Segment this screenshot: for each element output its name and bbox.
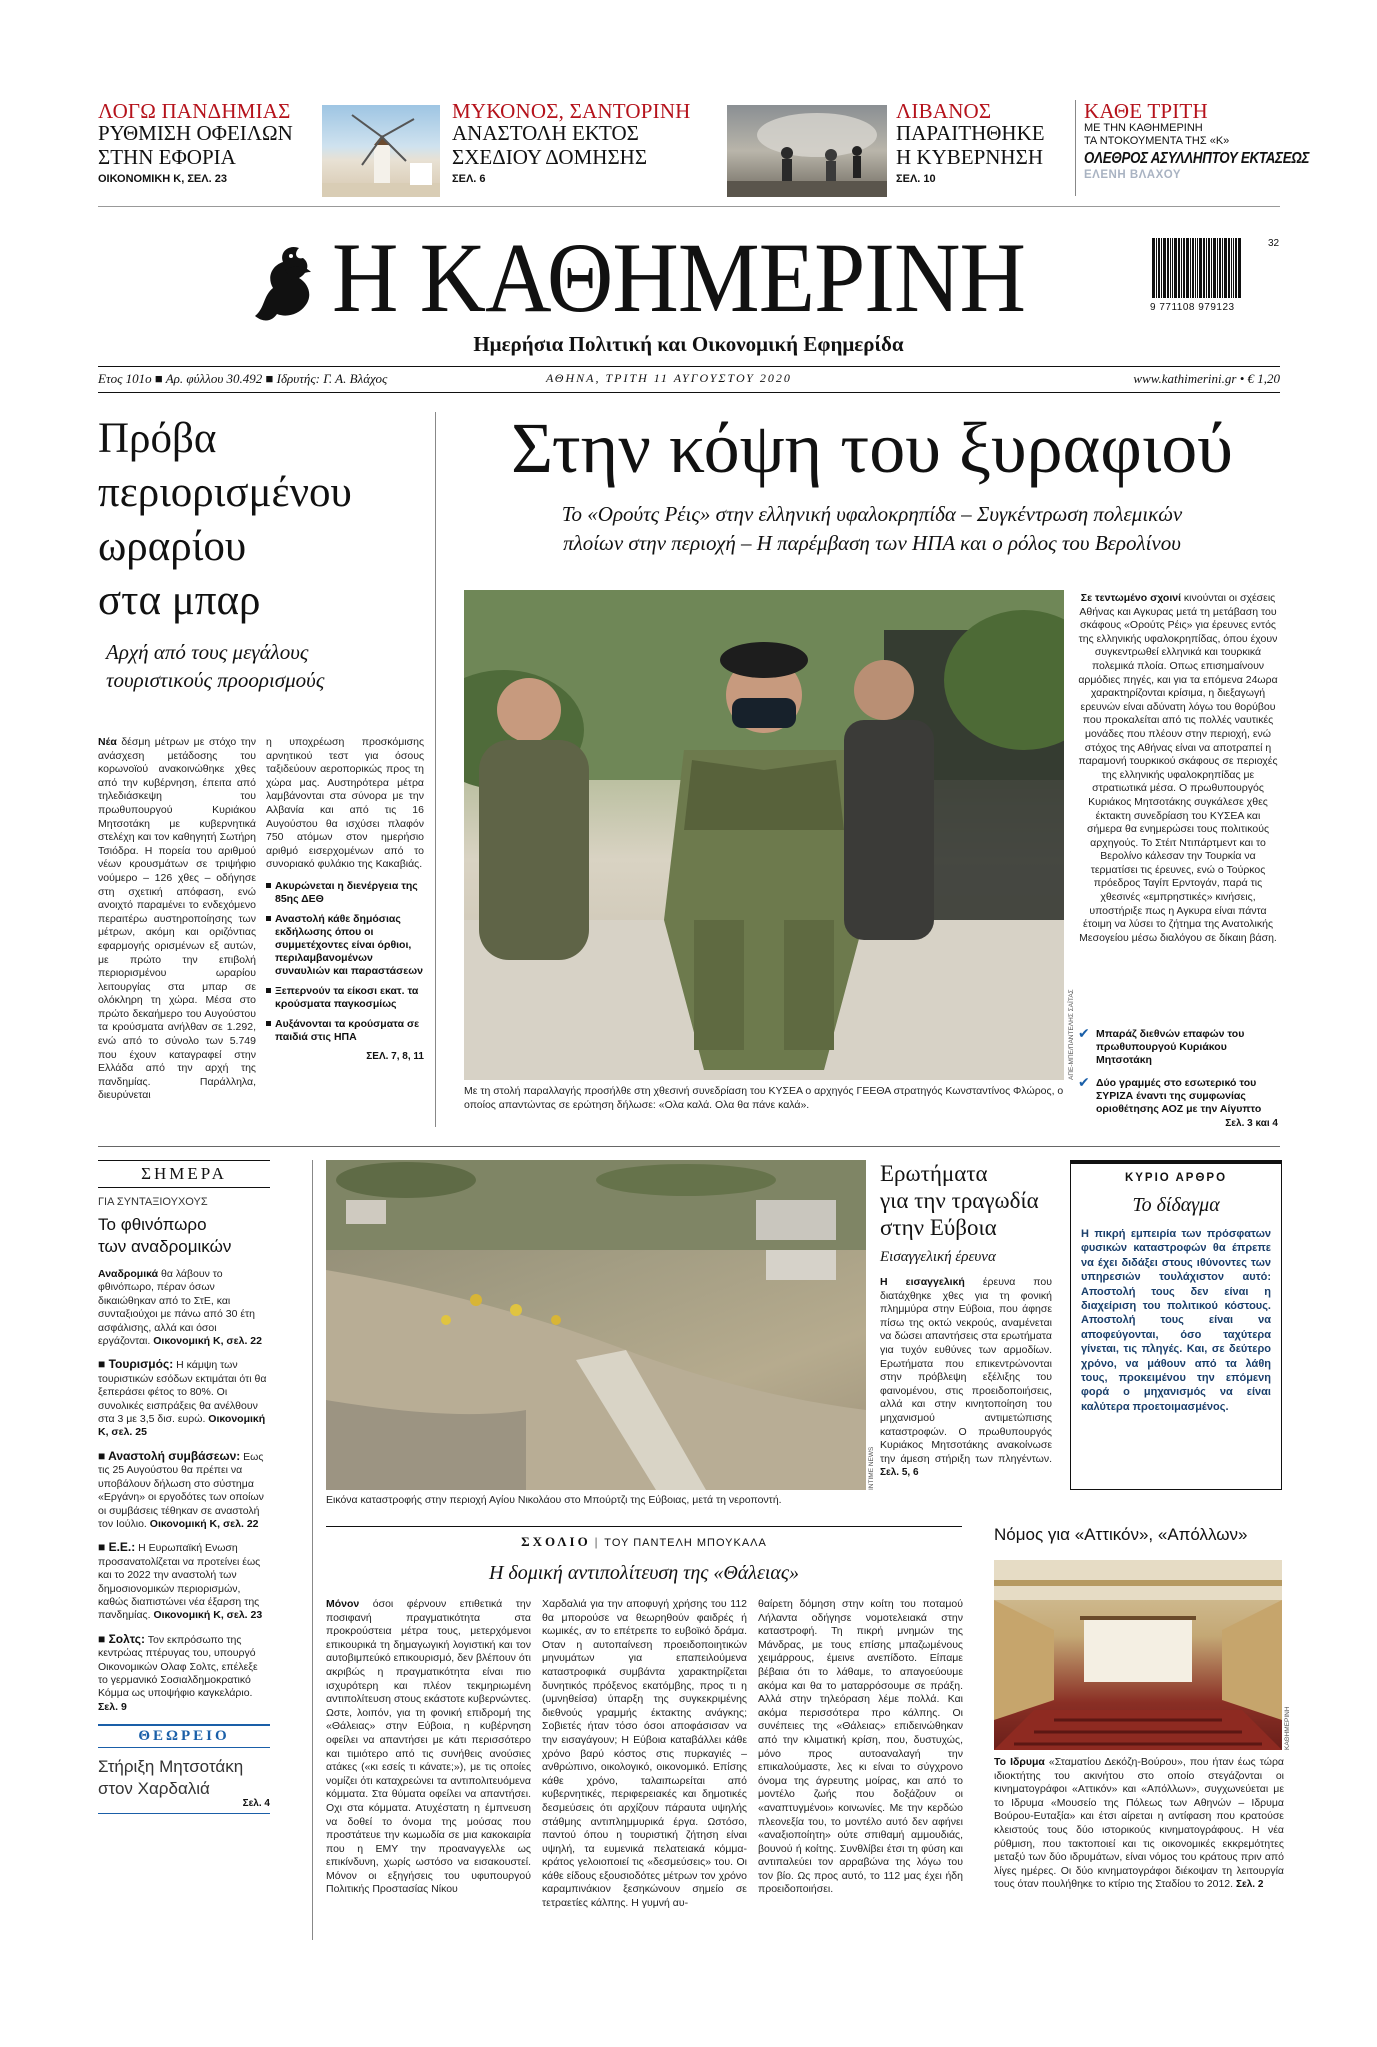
teaser-title: ΑΝΑΣΤΟΛΗ ΕΚΤΟΣ (452, 121, 639, 146)
deck-line: πλοίων στην περιοχή – Η παρέμβαση των ΗΠΑ και ο ρόλος του Βερολίνου (563, 531, 1181, 555)
item-lead: Αναδρομικά (98, 1268, 159, 1280)
photo-credit: ΚΑΘΗΜΕΡΙΝΗ (1284, 1706, 1291, 1750)
protest-scene-icon (727, 105, 887, 197)
check-item (1078, 1025, 1278, 1067)
teaser-small-line: ΤΑ ΝΤΟΚΟΥΜΕΝΤΑ ΤΗΣ «Κ» (1084, 134, 1230, 147)
headline-line: στην Εύβοια (880, 1215, 997, 1240)
info-rule-top (98, 366, 1280, 367)
item-ref: Οικονομική Κ, σελ. 23 (150, 1609, 263, 1622)
theorio-headline[interactable] (98, 1756, 270, 1800)
page-ref: Σελ. 4 (242, 1798, 270, 1810)
simera-headline (98, 1214, 270, 1258)
teaser-rule (98, 206, 1280, 207)
teaser-kicker: ΚΑΘΕ ΤΡΙΤΗ (1084, 99, 1208, 123)
main-story-text (1078, 592, 1278, 1022)
item-text: Εως τις 25 Αυγούστου θα πρέπει να υποβάλουν δήλωση στο σύστημα «Εργάνη» οι εργοδότες των οποίων οι συμβάσεις τέθηκαν σε αναστολή τον Ιούλιο. (98, 1450, 264, 1530)
teaser-ref: ΣΕΛ. 6 (452, 173, 486, 186)
left-story-col2 (266, 736, 424, 1128)
check-text: Δύο γραμμές στο εσωτερικό του ΣΥΡΙΖΑ έναντι της συμφωνίας οριοθέτησης ΑΟΖ με την Αίγυπτο (1096, 1077, 1262, 1115)
item-text: Η κάμψη των τουριστικών εσόδων εκτιμάται ότι θα ξεπεράσει φέτος το 80%. Οι συνολικές εισπράξεις θα ανέλθουν στα 3 με 3,5 δισ. ευρώ. (98, 1359, 267, 1426)
item-ref: Οικονομική Κ, σελ. 22 (146, 1517, 259, 1530)
scholio-label: ΣΧΟΛΙΟ (521, 1534, 591, 1549)
teaser-ref: ΣΕΛ. 10 (896, 173, 936, 186)
headline-line: για την τραγωδία (880, 1188, 1039, 1213)
left-subhead (98, 638, 428, 694)
item-lead: ■ Τουρισμός: (98, 1357, 174, 1372)
teaser-doc-author: ΕΛΕΝΗ ΒΛΑΧΟΥ (1084, 169, 1182, 182)
item-lead: ■ Σολτς: (98, 1631, 146, 1646)
evia-caption: Εικόνα καταστροφής στην περιοχή Αγίου Νικολάου στο Μπούρτζι της Εύβοιας, μετά τη νεροποντή. (326, 1494, 782, 1506)
deck-line: Το «Ορούτς Ρέις» στην ελληνική υφαλοκρηπίδα – Συγκέντρωση πολεμικών (561, 502, 1183, 526)
masthead-subtitle: Ημερήσια Πολιτική και Οικονομική Εφημερίδα (473, 332, 904, 356)
kyrio-label: ΚΥΡΙΟ ΑΡΘΡΟ (1124, 1172, 1228, 1184)
teaser-photo-beirut (727, 105, 887, 197)
teaser-kicker: ΛΙΒΑΝΟΣ (896, 99, 992, 123)
lead-word: Το Ιδρυμα (994, 1756, 1045, 1768)
teaser-photo-windmills (322, 105, 440, 197)
column-divider (312, 1160, 313, 1940)
bullet-item: Ξεπερνούν τα είκοσι εκατ. τα κρούσματα παγκοσμίως (266, 985, 424, 1011)
headline-line: Το φθινόπωρο (98, 1215, 207, 1234)
page-ref: Σελ. 5, 6 (880, 1467, 919, 1479)
simera-kicker: ΓΙΑ ΣΥΝΤΑΞΙΟΥΧΟΥΣ (98, 1196, 208, 1208)
scholio-col2: Χαρδαλιά για την αποφυγή χρήσης του 112 θα μπορούσε να θεωρηθούν φαιδρές ή κωμικές, αν το επέτρεπε το ευβοϊκό δράμα. Οταν η αυτοπαίνεση προειδοποιητικών μηνυμάτων για επαπειλούμενα καταστροφικά συμβάντα χαρακτηρίζεται δυνητικός πρόξενος εκατόμβης, προς τι η (υμνηθείσα) ύπαρξη της συγκεκριμένης διεθνούς γραμμής έκτακτης ανάγκης; Σοβιετές ήταν τόσο όσοι αποφάσισαν να την εισαγάγουν; Η Εύβοια καταβάλλει κάθε χρόνο βαρύ κόστος στις πυρκαγιές – ανθρώπινο, οικολογικό, οικονομικό. Επίσης κάθε χρόνο, ταλαιπωρείται από κυβερνητικές, περιφερειακές και δημοτικές δεσμεύσεις ότι αρχίζουν πάραυτα υψηλής στάθμης αντιπλημμυρικά έργα. Ωστόσο, παντού όπου η τουριστική ζήτηση είναι υψηλή, τα ευμενικά πελατειακά κόμμα-κράτος γελοιοποιεί τις «δεσμεύσεις» του. Οι κάθε είδους εξουσιοδότες μέτρων τον χρόνο καραμπινάκιον ξεσηκώνουν σημείο σε τετραετίες κάλπης. Η γυμνή αυ- (542, 1598, 747, 1910)
teaser-ref: ΟΙΚΟΝΟΜΙΚΗ Κ, ΣΕΛ. 23 (98, 173, 227, 186)
issue-info: Ετος 101ο ■ Αρ. φύλλου 30.492 ■ Ιδρυτής: Γ. Α. Βλάχος (98, 371, 388, 386)
teaser-title: ΣΧΕΔΙΟΥ ΔΟΜΗΣΗΣ (452, 144, 648, 169)
lead-word: Η εισαγγελική (880, 1276, 965, 1288)
page-ref: ΣΕΛ. 7, 8, 11 (366, 1050, 424, 1062)
section-rule (98, 1146, 1280, 1147)
lead-word: Σε τεντωμένο σχοινί (1080, 592, 1182, 604)
kyrio-text: Η πικρή εμπειρία των πρόσφατων φυσικών καταστροφών θα έπρεπε να έχει διδάξει στους ιθύνοντες των υπηρεσιών τουλάχιστον αυτό: Αποστολή τους δεν είναι η διαχείριση του πολιτικού κόστους. Αποστολή τους είναι να αποφεύγονται, όσο ταχύτερα γίνεται, τις πληγές. Και, σε δεύτερο χρόνο, να μάθουν από τα λάθη τους, προκειμένου την επόμενη φορά ο μηχανισμός να είναι καλύτερα προετοιμασμένος. (1081, 1228, 1271, 1413)
masthead-title: Η ΚΑΘΗΜΕΡΙΝΗ (332, 222, 1026, 333)
griffin-logo-icon (245, 238, 317, 330)
teaser-title: ΣΤΗΝ ΕΦΟΡΙΑ (98, 144, 236, 169)
scholio-col1 (326, 1598, 531, 1938)
evia-subhead: Εισαγγελική έρευνα (880, 1249, 996, 1265)
headline-line: στα μπαρ (98, 577, 261, 624)
teaser-divider (1075, 100, 1076, 196)
main-checks (1078, 1025, 1278, 1129)
body-text: όσοι φέρνουν επιθετικά την ποσιφανή πραγματικότητα στα προκρούστεια μέτρα τους, μετερχόμενοι επικουρικά τη δημαγωγική λογιστική και τον αυτοβιμπεύκό επικουρισμό, δεν βλέπουν ότι ακριβώς η πραγματικότητα είναι πιο ισχυρότερη και πλέον τεκμηριωμένη αντιπολίτευση στους εκάστοτε κυβερνώντες. Ωστε, λοιπόν, για τη φονική επιδρομή της «Θάλειας» στην Εύβοια, η κυβέρνηση οφείλει να απαντήσει με κάτι περισσότερο και τιμιότερο από τις συνήθεις ανούσιες ατάκες («κι εσείς τι κάνατε;»), με τις οποίες νομίζει ότι καταχρεώνει τα αντιπολιτευόμενα κόμματα. Στα θύματα οφείλει να απαντήσει. Οχι στα κόμματα. Ατυχέστατη η έμπνευση να δοθεί το όνομα της μούσας που προστάτευε την κωμωδία σε μια κακοκαιρία που η ΕΜΥ την προαναγγελλε ως επικίνδυνη, χωρίς ωστόσο να εισακουστεί. Μόνον οι εξηγήσεις του υφυπουργού Πολιτικής Προστασίας Νίκου (326, 1598, 531, 1896)
evia-story[interactable] (880, 1160, 1052, 1480)
item-text: Τον εκπρόσωπο της κεντρώας πτέρυγας του, υπουργό Οικονομικών Ολαφ Σολτς, επέλεξε το γερμανικό Σοσιαλδημοκρατικό Κόμμα ως υποψήφιο καγκελάριο. (98, 1633, 258, 1700)
cinema-photo (994, 1560, 1282, 1750)
item-ref: Οικονομική Κ, σελ. 25 (98, 1413, 266, 1439)
theorio-title: ΘΕΩΡΕΙΟ (98, 1724, 270, 1748)
barcode (1152, 238, 1242, 298)
subhead-line: Αρχή από τους μεγάλους (106, 640, 309, 664)
simera-item[interactable] (98, 1268, 270, 1348)
evia-flood-photo (326, 1160, 866, 1490)
teaser-3[interactable] (896, 100, 1066, 185)
scholio-rule (326, 1526, 962, 1527)
headline-line: Πρόβα (98, 415, 217, 462)
evia-text (880, 1276, 1052, 1480)
kyrio-title: Το δίδαγμα (1132, 1194, 1220, 1216)
masthead (0, 208, 1377, 368)
scholio-author: ΤΟΥ ΠΑΝΤΕΛΗ ΜΠΟΥΚΑΛΑ (604, 1537, 767, 1549)
bullet-item: Αυξάνονται τα κρούσματα σε παιδιά στις ΗΠΑ (266, 1018, 424, 1044)
main-photo-caption: Με τη στολή παραλλαγής προσήλθε στη χθεσινή συνεδρίαση του ΚΥΣΕΑ ο αρχηγός ΓΕΕΘΑ στρατηγός Κωνσταντίνος Φλώρος, ο οποίος απαντώντας σε ερώτηση δήλωσε: «Ολα καλά. Ολα θα πάνε καλά». (464, 1085, 1064, 1111)
kyrio-arthro-box[interactable] (1070, 1160, 1282, 1490)
teaser-1[interactable] (98, 100, 308, 185)
left-headline (98, 412, 428, 628)
teaser-small-line: ΜΕ ΤΗΝ ΚΑΘΗΜΕΡΙΝΗ (1084, 122, 1203, 135)
flood-aerial-photo (326, 1160, 866, 1490)
column-divider (435, 412, 436, 1127)
body-text: δέσμη μέτρων με στόχο την ανάσχεση μετάδοσης του κορωνοϊού ανακοινώθηκε χθες από την κυβέρνηση, έπειτα από τηλεδιάσκεψη του πρωθυπουργού Κυριάκου Μητσοτάκη με κυβερνητικά στελέχη και τον καθηγητή Σωτήρη Τσιόδρα. Η πορεία του αριθμού νέων κρουσμάτων σε τριψήφιο νούμερο – 126 χθες – οδήγησε στη σχετική απόφαση, ενώ ανοιχτό παραμένει το ενδεχόμενο περαιτέρω αυστηροποίησης των μέτρων, ακόμη και οριζόντιας εφαρμογής ορισμένων εξ αυτών, με πρώτο την επιβολή περιορισμένου ωραρίου λειτουργίας στα μπαρ σε ολόκληρη τη χώρα. Μέσα στο πρώτο δεκαήμερο του Αυγούστου τα κρούσματα ανήλθαν σε 1.292, ενώ από το σύνολο των 5.749 που έχουν καταγραφεί στην Ελλάδα από την αρχή της πανδημίας. Παράλληλα, διευρύνεται (98, 736, 256, 1102)
teaser-title: Η ΚΥΒΕΡΝΗΣΗ (896, 144, 1043, 169)
scholio-header (326, 1534, 962, 1550)
left-story[interactable] (98, 412, 428, 694)
windmill-icon (322, 105, 440, 197)
teaser-title: ΠΑΡΑΙΤΗΘΗΚΕ (896, 121, 1045, 146)
headline-line: Ερωτήματα (880, 1161, 988, 1186)
teaser-title: ΡΥΘΜΙΣΗ ΟΦΕΙΛΩΝ (98, 121, 293, 146)
subhead-line: τουριστικούς προορισμούς (106, 668, 325, 692)
scholio-title: Η δομική αντιπολίτευση της «Θάλειας» (488, 1562, 800, 1584)
teaser-doc-title: ΟΛΕΘΡΟΣ ΑΣΥΛΛΗΠΤΟΥ ΕΚΤΑΣΕΩΣ (1084, 150, 1310, 168)
bullet-item: Ακυρώνεται η διενέργεια της 85ης ΔΕΘ (266, 880, 424, 906)
barcode-number: 9 771108 979123 (1150, 302, 1235, 313)
attikon-headline[interactable]: Νόμος για «Αττικόν», «Απόλλων» (994, 1525, 1248, 1544)
teaser-2[interactable] (452, 100, 692, 185)
body-text: έρευνα που διατάχθηκε χθες για τη φονική πλημμύρα στην Εύβοια, που άφησε πίσω της οκτώ νεκρούς, αναμένεται να δώσει απαντήσεις στα ερωτήματα για τυχόν ευθύνες των αρμοδίων. Ερωτήματα που επικεντρώνονται στην πρόβλεψη εξέλιξης του φαινομένου, στις προειδοποιήσεις, αλλά και στην κινητοποίηση του μηχανισμού αντιμετώπισης καταστροφών. Ο πρωθυπουργός Κυριάκος Μητσοτάκης ανακοίνωσε την άμεση στήριξη των πληγέντων. (880, 1276, 1052, 1465)
cinema-hall-photo (994, 1560, 1282, 1750)
main-deck (462, 500, 1282, 558)
check-text: Μπαράζ διεθνών επαφών του πρωθυπουργού Κυριάκου Μητσοτάκη (1096, 1028, 1245, 1066)
photo-credit: INTIME NEWS (868, 1446, 875, 1490)
headline-line: ωραρίου (98, 523, 247, 570)
body-text: κινούνται οι σχέσεις Αθήνας και Αγκυρας μετά τη μετάβαση του σκάφους «Ορούτς Ρέις» για έρευνες εντός της ελληνικής υφαλοκρηπίδας, όπου έχουν συγκεντρωθεί ελληνικά και τουρκικά πολεμικά πλοία. Οπως επισημαίνουν αρμόδιες πηγές, και για τα επόμενα 24ωρα χαρακτηρίζονται κρίσιμα, η διεξαγωγή ερευνών είναι αδύνατη λόγω του θορύβου που προκαλείται από τις πολλές ναυτικές μονάδες που πλέουν στην περιοχή, ενώ στόχος της Αθήνας είναι να αποτραπεί η παραμονή τουρκικού σκάφους σε περιοχές της ελληνικής υφαλοκρηπίδας με στρατιωτικά μέσα. Ο πρωθυπουργός Κυριάκος Μητσοτάκης συγκάλεσε χθες έκτακτη συνεδρίαση του ΚΥΣΕΑ και σήμερα θα ενημερώσει τους πολιτικούς αρχηγούς. Το Στέιτ Ντιπάρτμεντ και το Βερολίνο κάλεσαν την Τουρκία να τερματίσει τις έρευνες, ενώ ο Τούρκος πρόεδρος Ταγίπ Ερντογάν, παρά τις χθεσινές «εμπρηστικές» κινήσεις, υποστήριξε πως η Αγκυρα είναι πάντα έτοιμη να λύσει το ζήτημα της Ανατολικής Μεσογείου μέσω διαλόγου σε δίκαιη βάση. (1078, 592, 1278, 944)
body-text: η υποχρέωση προσκόμισης αρνητικού τεστ για όσους ταξιδεύουν αεροπορικώς προς τη χώρα μας. Αυστηρότερα μέτρα λαμβάνονται στα σύνορα με την Αλβανία και από τις 16 Αυγούστου θα ισχύσει πλαφόν 750 ατόμων στον ημερήσιο αριθμό εισερχομένων από το συνοριακό φυλάκιο της Κακαβιάς. (266, 736, 424, 871)
item-text: Η Ευρωπαϊκή Ενωση προσανατολίζεται να προτείνει έως και το 2022 την αναστολή των δημοσιονομικών περιορισμών, καθώς διαπιστώνει νέα έξαρση της πανδημίας. (98, 1542, 261, 1622)
checkmark-icon: ✔ (1078, 1074, 1090, 1090)
teaser-kicker: ΜΥΚΟΝΟΣ, ΣΑΝΤΟΡΙΝΗ (452, 99, 691, 123)
headline-line: στον Χαρδαλιά (98, 1779, 210, 1799)
info-line (98, 371, 1280, 389)
separator: | (594, 1534, 601, 1549)
theorio-rule (98, 1813, 270, 1814)
checkmark-icon: ✔ (1078, 1025, 1090, 1041)
item-lead: ■ Αναστολή συμβάσεων: (98, 1448, 241, 1463)
simera-sidebar (98, 1160, 270, 1814)
simera-item[interactable] (98, 1541, 270, 1622)
simera-title: ΣΗΜΕΡΑ (98, 1160, 270, 1188)
main-headline: Στην κόψη του ξυραφιού (511, 408, 1233, 488)
evia-headline (880, 1160, 1052, 1241)
item-text: θα λάβουν το φθινόπωρο, πέραν όσων δικαιώθηκαν από το ΣτΕ, και συνταξιούχοι με πάνω από 30 έτη ασφάλισης, αλλά και όσοι εργάζονται. (98, 1268, 255, 1348)
photo-credit: ΑΠΕ-ΜΠΕ/ΠΑΝΤΕΛΗΣ ΣΑΪΤΑΣ (1068, 989, 1075, 1080)
main-photo-general (464, 590, 1064, 1080)
lead-word: Μόνον (326, 1598, 360, 1610)
date-line: ΑΘΗΝΑ, ΤΡΙΤΗ 11 ΑΥΓΟΥΣΤΟΥ 2020 (546, 371, 792, 385)
teaser-kicker: ΛΟΓΩ ΠΑΝΔΗΜΙΑΣ (98, 99, 291, 123)
body-text: «Σταματίου Δεκόζη-Βούρου», που ήταν έως τώρα ιδιοκτήτης του ακινήτου στο οποίο στεγάζονται οι κινηματογράφοι «Αττικόν» και «Απόλλων», συγχωνεύεται με το Ιδρυμα «Μουσείο της Πόλεως των Αθηνών – Ιδρυμα Βούρου-Ευταξία» και έτσι αίρεται η αντίφαση που κρατούσε κλειστούς τους δύο ιστορικούς κινηματογράφους. Η νέα ρύθμιση, που τακτοποιεί και τις οικονομικές εκκρεμότητες μεταξύ των δύο ιδρυμάτων, είναι νόμος του κράτους πριν από λίγες ημέρες. Οι δύο κινηματογράφοι διέκοψαν τη λειτουργία τους όταν πουλήθηκε το κτίριο της Σταδίου το 2012. (994, 1756, 1284, 1891)
info-rule-bottom (98, 392, 1280, 393)
page-ref: Σελ. 2 (1235, 1879, 1264, 1891)
item-ref: Οικονομική Κ, σελ. 22 (150, 1335, 262, 1348)
simera-item[interactable] (98, 1450, 270, 1531)
top-teasers (0, 0, 1377, 208)
headline-line: περιορισμένου (98, 469, 352, 516)
military-officer-photo (464, 590, 1064, 1080)
headline-line: των αναδρομικών (98, 1237, 232, 1256)
teaser-4[interactable] (1084, 99, 1310, 182)
headline-line: Στήριξη Μητσοτάκη (98, 1757, 244, 1777)
item-ref: Σελ. 9 (98, 1700, 127, 1713)
simera-item[interactable] (98, 1633, 270, 1714)
left-story-col1 (98, 736, 256, 1128)
attikon-text (994, 1756, 1284, 1946)
scholio-col3: θαίρετη δόμηση στην κοίτη του ποταμού Λήλαντα οδήγησε νομοτελειακά στην καταστροφή. Τη πικρή μνημών της Μάνδρας, με τους επίσης μπαζωμένους χειμάρρους, έμεινε ανεπίδοτο. Είπαμε βέβαια ότι το λάθαμε, το απαγοεύουμε ακόμα και θα το ματαρρόσουμε σε πράξη. Αλλά στην τηλεόραση λέμε πολλά. Και ακόμα περισσότερα προ κάλπης. Οι συνέπειες της «Θάλειας» επιδεινώθηκαν από την κλιματική κρίση, που, δυστυχώς, μόνο προς αυτοαναλαγή την επικαλούμαστε, λες κι είναι το σύγχρονο όνομα της άγρευτης μοίρας, και από το μοντέλο ζωής που δοξάζουν οι «αναπτυγμένοι» κοινωνίες. Με την κερδώο πλεονεξία του, το μοντέλο αυτό δεν αφήνει «αναξιοποίητη» ούτε σπιθαμή αμμουδιάς, βουνού ή κοίτης. Συνθλίβει έτσι τη φύση και αντιπαλεύει τον αρραβώνα της λόγω του τον βίο. Ως προς αυτό, το 112 μας έχει ήδη προειδοποιήσει. (758, 1598, 963, 1896)
check-item (1078, 1074, 1278, 1116)
item-lead: ■ Ε.Ε.: (98, 1540, 136, 1555)
page-ref: Σελ. 3 και 4 (1225, 1118, 1278, 1129)
website-price: www.kathimerini.gr • € 1,20 (1133, 371, 1280, 386)
bullet-item: Αναστολή κάθε δημόσιας εκδήλωσης όπου οι συμμετέχοντες είναι όρθιοι, περιλαμβανομένων συναυλιών και παραστάσεων (266, 913, 424, 978)
barcode-issue: 32 (1268, 238, 1280, 249)
simera-item[interactable] (98, 1358, 270, 1439)
lead-word: Νέα (98, 736, 117, 748)
